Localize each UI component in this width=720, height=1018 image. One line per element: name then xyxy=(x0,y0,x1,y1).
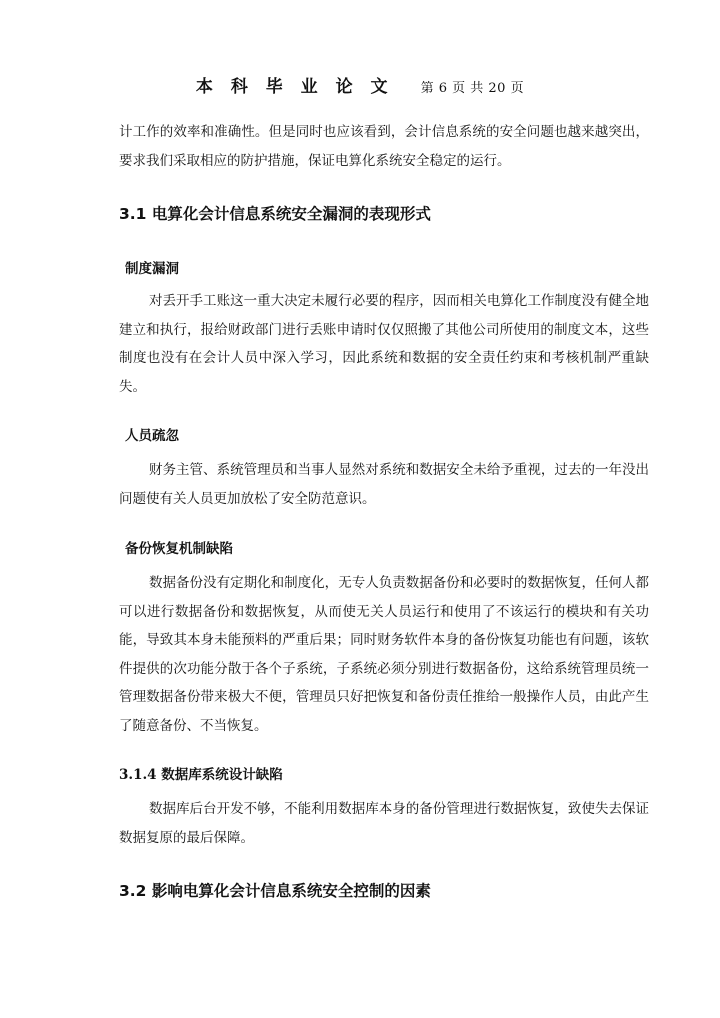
intro-paragraph: 计工作的效率和准确性。但是同时也应该看到，会计信息系统的安全问题也越来越突出，要求我们采取相应的防护措施，保证电算化系统安全稳定的运行。 xyxy=(119,124,649,169)
subsection-heading-backup-defect: 备份恢复机制缺陷 xyxy=(125,541,233,557)
paragraph-database-defect: 数据库后台开发不够，不能利用数据库本身的备份管理进行数据恢复，致使失去保证数据复原的最后保障。 xyxy=(119,801,649,846)
subsection-heading-staff-negligence: 人员疏忽 xyxy=(125,428,179,444)
subsection-heading-database-defect: 3.1.4 数据库系统设计缺陷 xyxy=(119,767,283,783)
page-number: 第 6 页 共 20 页 xyxy=(420,81,525,96)
subsection-heading-policy-gap: 制度漏洞 xyxy=(125,261,179,277)
section-heading-3-1: 3.1 电算化会计信息系统安全漏洞的表现形式 xyxy=(119,205,431,223)
page-header xyxy=(0,72,720,97)
thesis-title: 本 科 毕 业 论 文 xyxy=(195,77,394,97)
paragraph-backup-defect: 数据备份没有定期化和制度化，无专人负责数据备份和必要时的数据恢复，任何人都可以进行数据备份和数据恢复，从而使无关人员运行和使用了不该运行的模块和有关功能，导致其本身未能预料的严重后果；同时财务软件本身的备份恢复功能也有问题，该软件提供的次功能分散于各个子系统，子系统必须分别进行数据备份，这给系统管理员统一管理数据备份带来极大不便，管理员只好把恢复和备份责任推给一般操作人员，由此产生了随意备份、不当恢复。 xyxy=(119,575,649,734)
paragraph-policy-gap: 对丢开手工账这一重大决定未履行必要的程序，因而相关电算化工作制度没有健全地建立和执行，报给财政部门进行丢账申请时仅仅照搬了其他公司所使用的制度文本，这些制度也没有在会计人员中深入学习，因此系统和数据的安全责任约束和考核机制严重缺失。 xyxy=(119,293,649,395)
paragraph-staff-negligence: 财务主管、系统管理员和当事人显然对系统和数据安全未给予重视，过去的一年没出问题使有关人员更加放松了安全防范意识。 xyxy=(119,462,649,507)
section-heading-3-2: 3.2 影响电算化会计信息系统安全控制的因素 xyxy=(119,882,431,900)
